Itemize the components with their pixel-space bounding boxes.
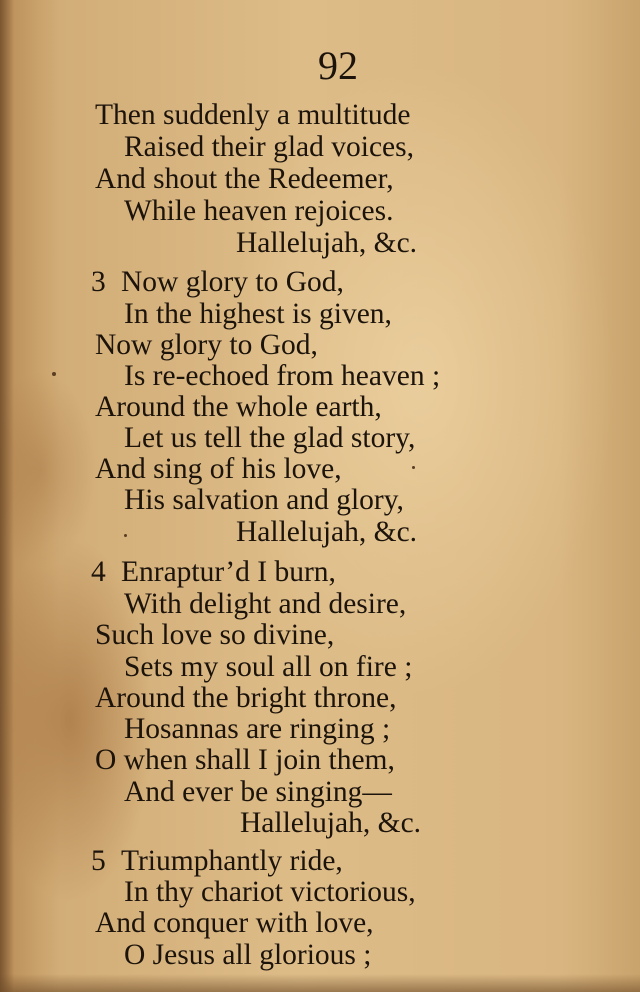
hymn-line: While heaven rejoices. (124, 195, 394, 227)
hymn-line: Enraptur’d I burn, (121, 556, 336, 588)
hymn-line: In the highest is given, (124, 298, 392, 330)
hymn-line: And shout the Redeemer, (95, 163, 394, 195)
hymn-line: Triumphantly ride, (121, 845, 343, 877)
hymn-line: Around the bright throne, (95, 682, 397, 714)
hymn-line: His salvation and glory, (124, 484, 404, 516)
hymn-line: Is re-echoed from heaven ; (124, 360, 441, 392)
page-number: 92 (318, 43, 358, 88)
hymn-line: Now glory to God, (121, 266, 344, 298)
verse-number: 5 (91, 845, 106, 877)
verse-number: 4 (91, 556, 106, 588)
hymn-line: Let us tell the glad story, (124, 422, 416, 454)
hymn-line: O Jesus all glorious ; (124, 939, 372, 971)
hymn-line: With delight and desire, (124, 588, 407, 620)
hymn-line: Then suddenly a multitude (95, 99, 411, 131)
hallelujah-refrain: Hallelujah, &c. (236, 227, 418, 259)
hymn-line: Sets my soul all on fire ; (124, 651, 413, 683)
hymn-line: Such love so divine, (95, 619, 335, 651)
hymn-line: And sing of his love, (95, 453, 342, 485)
hymn-line: O when shall I join them, (95, 744, 395, 776)
hymn-line: And conquer with love, (95, 907, 374, 939)
hymn-line: Now glory to God, (95, 329, 318, 361)
hallelujah-refrain: Hallelujah, &c. (240, 807, 422, 839)
hymn-line: And ever be singing— (124, 776, 392, 808)
verse-start-line (91, 266, 344, 298)
hymn-line: Around the whole earth, (95, 391, 382, 423)
hymn-line: Hosannas are ringing ; (124, 713, 391, 745)
hymn-line: In thy chariot victorious, (124, 876, 416, 908)
verse-start-line (91, 845, 343, 877)
hallelujah-refrain: Hallelujah, &c. (236, 516, 418, 548)
hymn-line: Raised their glad voices, (124, 131, 415, 163)
verse-number: 3 (91, 266, 106, 298)
verse-start-line (91, 556, 336, 588)
